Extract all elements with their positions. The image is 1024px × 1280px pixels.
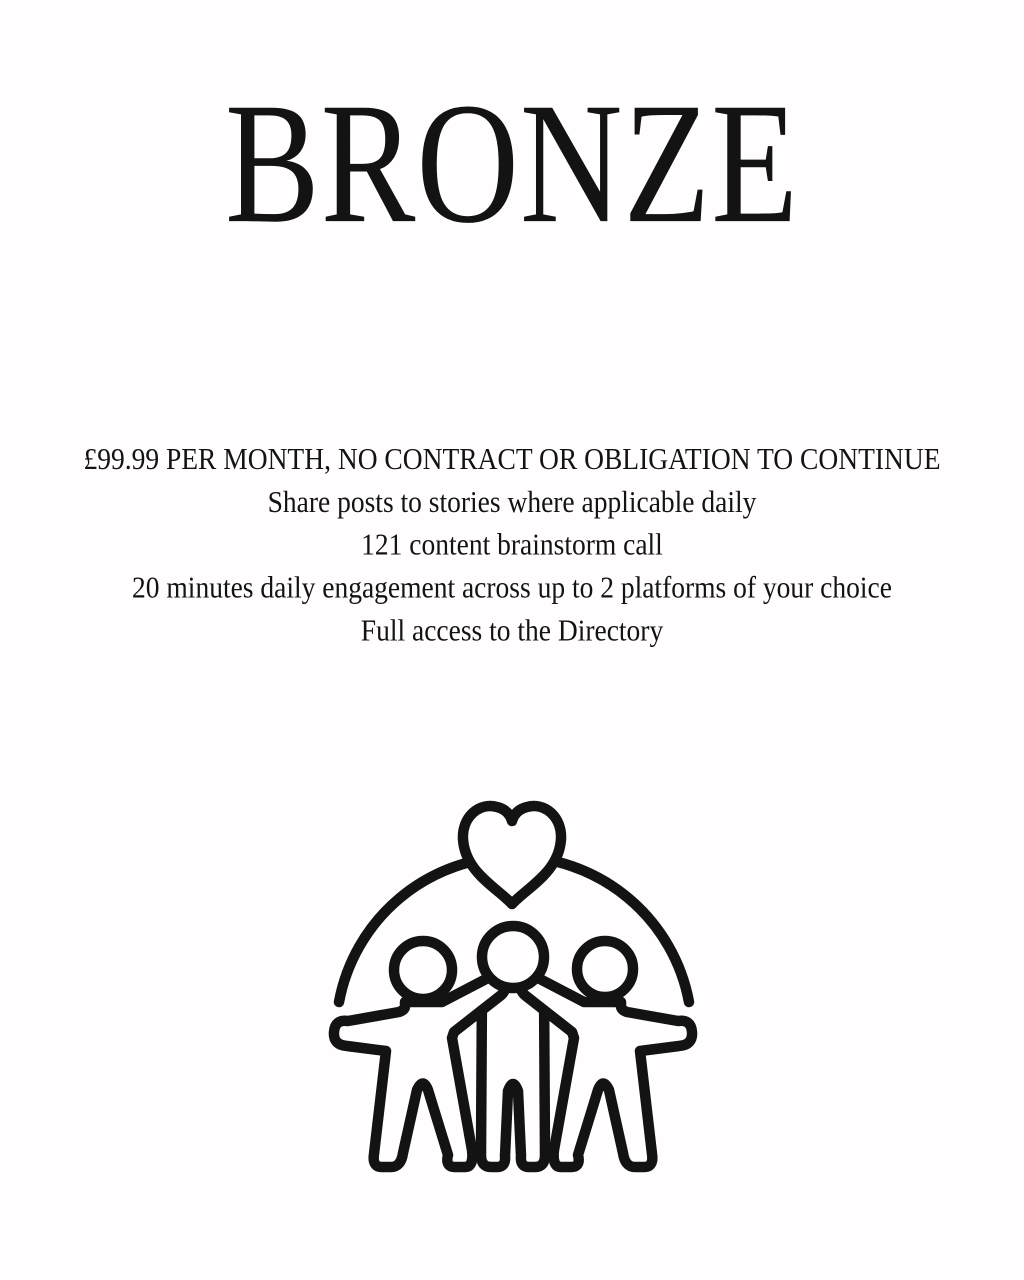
- left-person-head: [394, 941, 452, 999]
- middle-person-head: [482, 926, 544, 988]
- family-under-arch-with-heart-icon: [302, 780, 722, 1200]
- feature-line: Share posts to stories where applicable daily: [267, 484, 757, 519]
- features-list: [0, 437, 1024, 652]
- feature-line: Full access to the Directory: [360, 613, 664, 648]
- feature-line-price: £99.99 PER MONTH, NO CONTRACT OR OBLIGATION TO CONTINUE: [83, 441, 941, 476]
- feature-line: 20 minutes daily engagement across up to 2 platforms of your choice: [132, 570, 892, 605]
- heart-shape: [463, 806, 561, 904]
- page-title: BRONZE: [225, 66, 799, 260]
- right-person-head: [577, 941, 633, 997]
- feature-line: 121 content brainstorm call: [361, 527, 663, 562]
